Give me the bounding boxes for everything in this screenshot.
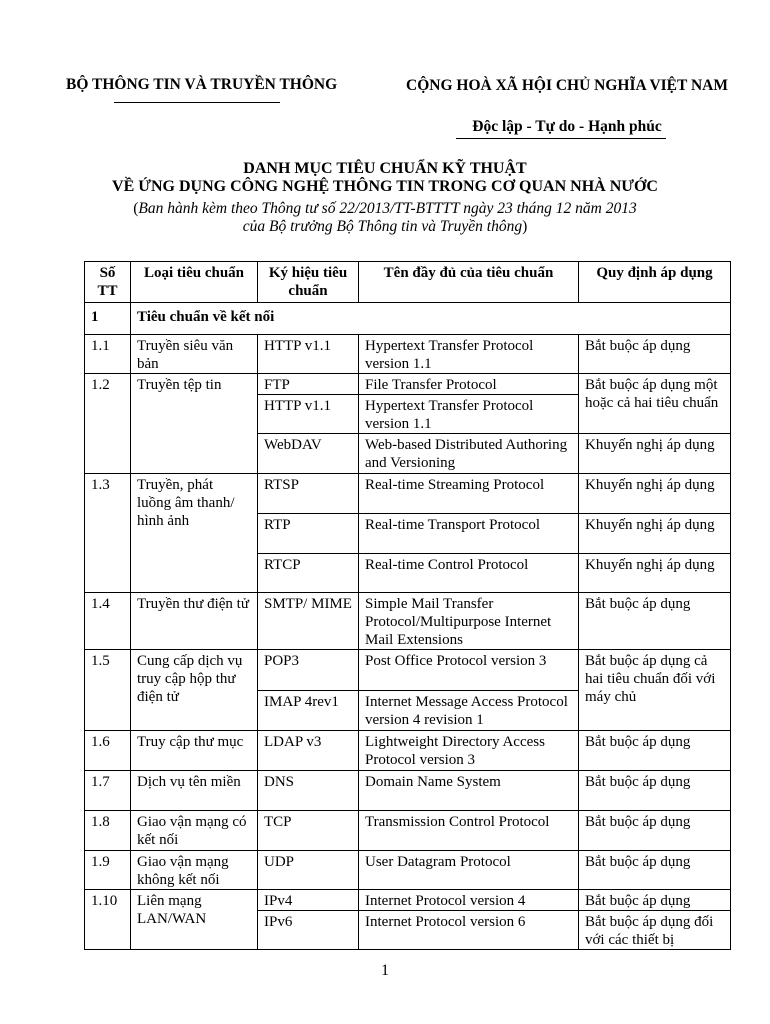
- header-symbol: Ký hiệu tiêu chuẩn: [258, 262, 359, 303]
- row-type: Truyền siêu văn bản: [131, 335, 258, 374]
- row-fullname: Internet Message Access Protocol version 4 revision 1: [359, 691, 579, 731]
- row-symbol: IMAP 4rev1: [258, 691, 359, 731]
- row-rule: Bắt buộc áp dụng: [579, 771, 731, 811]
- row-no: 1.6: [85, 731, 131, 771]
- row-fullname: Hypertext Transfer Protocol version 1.1: [359, 335, 579, 374]
- page-number: 1: [381, 962, 389, 979]
- table-row: [85, 811, 731, 851]
- row-no: 1.7: [85, 771, 131, 811]
- table-row: [85, 335, 731, 374]
- row-rule: Bắt buộc áp dụng cả hai tiêu chuẩn đối với máy chủ: [579, 650, 731, 731]
- section-no: 1: [85, 303, 131, 335]
- row-symbol: POP3: [258, 650, 359, 691]
- row-no: 1.1: [85, 335, 131, 374]
- row-fullname: Internet Protocol version 6: [359, 911, 579, 950]
- row-fullname: Domain Name System: [359, 771, 579, 811]
- row-symbol: HTTP v1.1: [258, 395, 359, 434]
- table-row: [85, 771, 731, 811]
- table-row: [85, 593, 731, 650]
- row-fullname: File Transfer Protocol: [359, 374, 579, 395]
- doc-title-line1: DANH MỤC TIÊU CHUẨN KỸ THUẬT: [243, 160, 527, 177]
- row-fullname: Real-time Transport Protocol: [359, 514, 579, 554]
- row-symbol: FTP: [258, 374, 359, 395]
- row-fullname: User Datagram Protocol: [359, 851, 579, 890]
- table-row: [85, 650, 731, 691]
- row-symbol: RTCP: [258, 554, 359, 593]
- row-rule: Bắt buộc áp dụng: [579, 851, 731, 890]
- republic-name: CỘNG HOÀ XÃ HỘI CHỦ NGHĨA VIỆT NAM: [406, 77, 728, 94]
- section-row: [85, 303, 731, 335]
- ministry-name: BỘ THÔNG TIN VÀ TRUYỀN THÔNG: [66, 76, 338, 93]
- section-title: Tiêu chuẩn về kết nối: [131, 303, 731, 335]
- row-no: 1.8: [85, 811, 131, 851]
- row-type: Cung cấp dịch vụ truy cập hộp thư điện tử: [131, 650, 258, 731]
- header-type: Loại tiêu chuẩn: [131, 262, 258, 303]
- table-header-row: [85, 262, 731, 303]
- table-row: [85, 731, 731, 771]
- row-symbol: RTSP: [258, 474, 359, 514]
- row-type: Truy cập thư mục: [131, 731, 258, 771]
- row-no: 1.5: [85, 650, 131, 731]
- row-symbol: RTP: [258, 514, 359, 554]
- row-rule: Bắt buộc áp dụng: [579, 335, 731, 374]
- row-symbol: TCP: [258, 811, 359, 851]
- row-rule: Bắt buộc áp dụng: [579, 890, 731, 911]
- row-symbol: IPv6: [258, 911, 359, 950]
- row-no: 1.2: [85, 374, 131, 474]
- row-rule: Bắt buộc áp dụng: [579, 593, 731, 650]
- row-type: Dịch vụ tên miền: [131, 771, 258, 811]
- row-type: Truyền, phát luồng âm thanh/ hình ảnh: [131, 474, 258, 593]
- doc-subtitle-line1: (Ban hành kèm theo Thông tư số 22/2013/TT-BTTTT ngày 23 tháng 12 năm 2013: [133, 200, 637, 217]
- row-fullname: Lightweight Directory Access Protocol version 3: [359, 731, 579, 771]
- standards-table: [84, 261, 731, 950]
- motto-underline: [456, 138, 666, 139]
- row-fullname: Real-time Control Protocol: [359, 554, 579, 593]
- row-symbol: WebDAV: [258, 434, 359, 474]
- table-row: [85, 474, 731, 514]
- row-rule: Khuyến nghị áp dụng: [579, 514, 731, 554]
- row-symbol: DNS: [258, 771, 359, 811]
- national-motto: Độc lập - Tự do - Hạnh phúc: [472, 118, 662, 135]
- row-fullname: Post Office Protocol version 3: [359, 650, 579, 691]
- header-fullname: Tên đầy đủ của tiêu chuẩn: [359, 262, 579, 303]
- table-row: [85, 374, 731, 395]
- row-no: 1.4: [85, 593, 131, 650]
- row-no: 1.10: [85, 890, 131, 950]
- row-symbol: IPv4: [258, 890, 359, 911]
- row-type: Truyền thư điện tử: [131, 593, 258, 650]
- ministry-underline: [114, 102, 280, 103]
- row-symbol: HTTP v1.1: [258, 335, 359, 374]
- header-no: Số TT: [85, 262, 131, 303]
- row-fullname: Internet Protocol version 4: [359, 890, 579, 911]
- row-type: Giao vận mạng có kết nối: [131, 811, 258, 851]
- header-rule: Quy định áp dụng: [579, 262, 731, 303]
- row-fullname: Hypertext Transfer Protocol version 1.1: [359, 395, 579, 434]
- row-rule: Bắt buộc áp dụng đối với các thiết bị: [579, 911, 731, 950]
- row-fullname: Real-time Streaming Protocol: [359, 474, 579, 514]
- row-type: Giao vận mạng không kết nối: [131, 851, 258, 890]
- row-fullname: Transmission Control Protocol: [359, 811, 579, 851]
- doc-subtitle-line2: của Bộ trưởng Bộ Thông tin và Truyền thông): [242, 218, 528, 235]
- row-rule: Bắt buộc áp dụng một hoặc cả hai tiêu chuẩn: [579, 374, 731, 434]
- doc-title-line2: VỀ ỨNG DỤNG CÔNG NGHỆ THÔNG TIN TRONG CƠ QUAN NHÀ NƯỚC: [112, 178, 658, 195]
- row-rule: Khuyến nghị áp dụng: [579, 434, 731, 474]
- row-type: Liên mạng LAN/WAN: [131, 890, 258, 950]
- row-symbol: SMTP/ MIME: [258, 593, 359, 650]
- subtitle-text-1: Ban hành kèm theo Thông tư số 22/2013/TT-BTTTT ngày 23 tháng 12 năm 2013: [138, 200, 637, 217]
- row-fullname: Simple Mail Transfer Protocol/Multipurpose Internet Mail Extensions: [359, 593, 579, 650]
- row-no: 1.9: [85, 851, 131, 890]
- row-rule: Khuyến nghị áp dụng: [579, 554, 731, 593]
- row-fullname: Web-based Distributed Authoring and Versioning: [359, 434, 579, 474]
- row-type: Truyền tệp tin: [131, 374, 258, 474]
- row-rule: Bắt buộc áp dụng: [579, 811, 731, 851]
- table-row: [85, 890, 731, 911]
- row-symbol: UDP: [258, 851, 359, 890]
- subtitle-text-2: của Bộ trưởng Bộ Thông tin và Truyền thông: [242, 218, 523, 235]
- row-rule: Bắt buộc áp dụng: [579, 731, 731, 771]
- row-rule: Khuyến nghị áp dụng: [579, 474, 731, 514]
- table-row: [85, 851, 731, 890]
- row-symbol: LDAP v3: [258, 731, 359, 771]
- row-no: 1.3: [85, 474, 131, 593]
